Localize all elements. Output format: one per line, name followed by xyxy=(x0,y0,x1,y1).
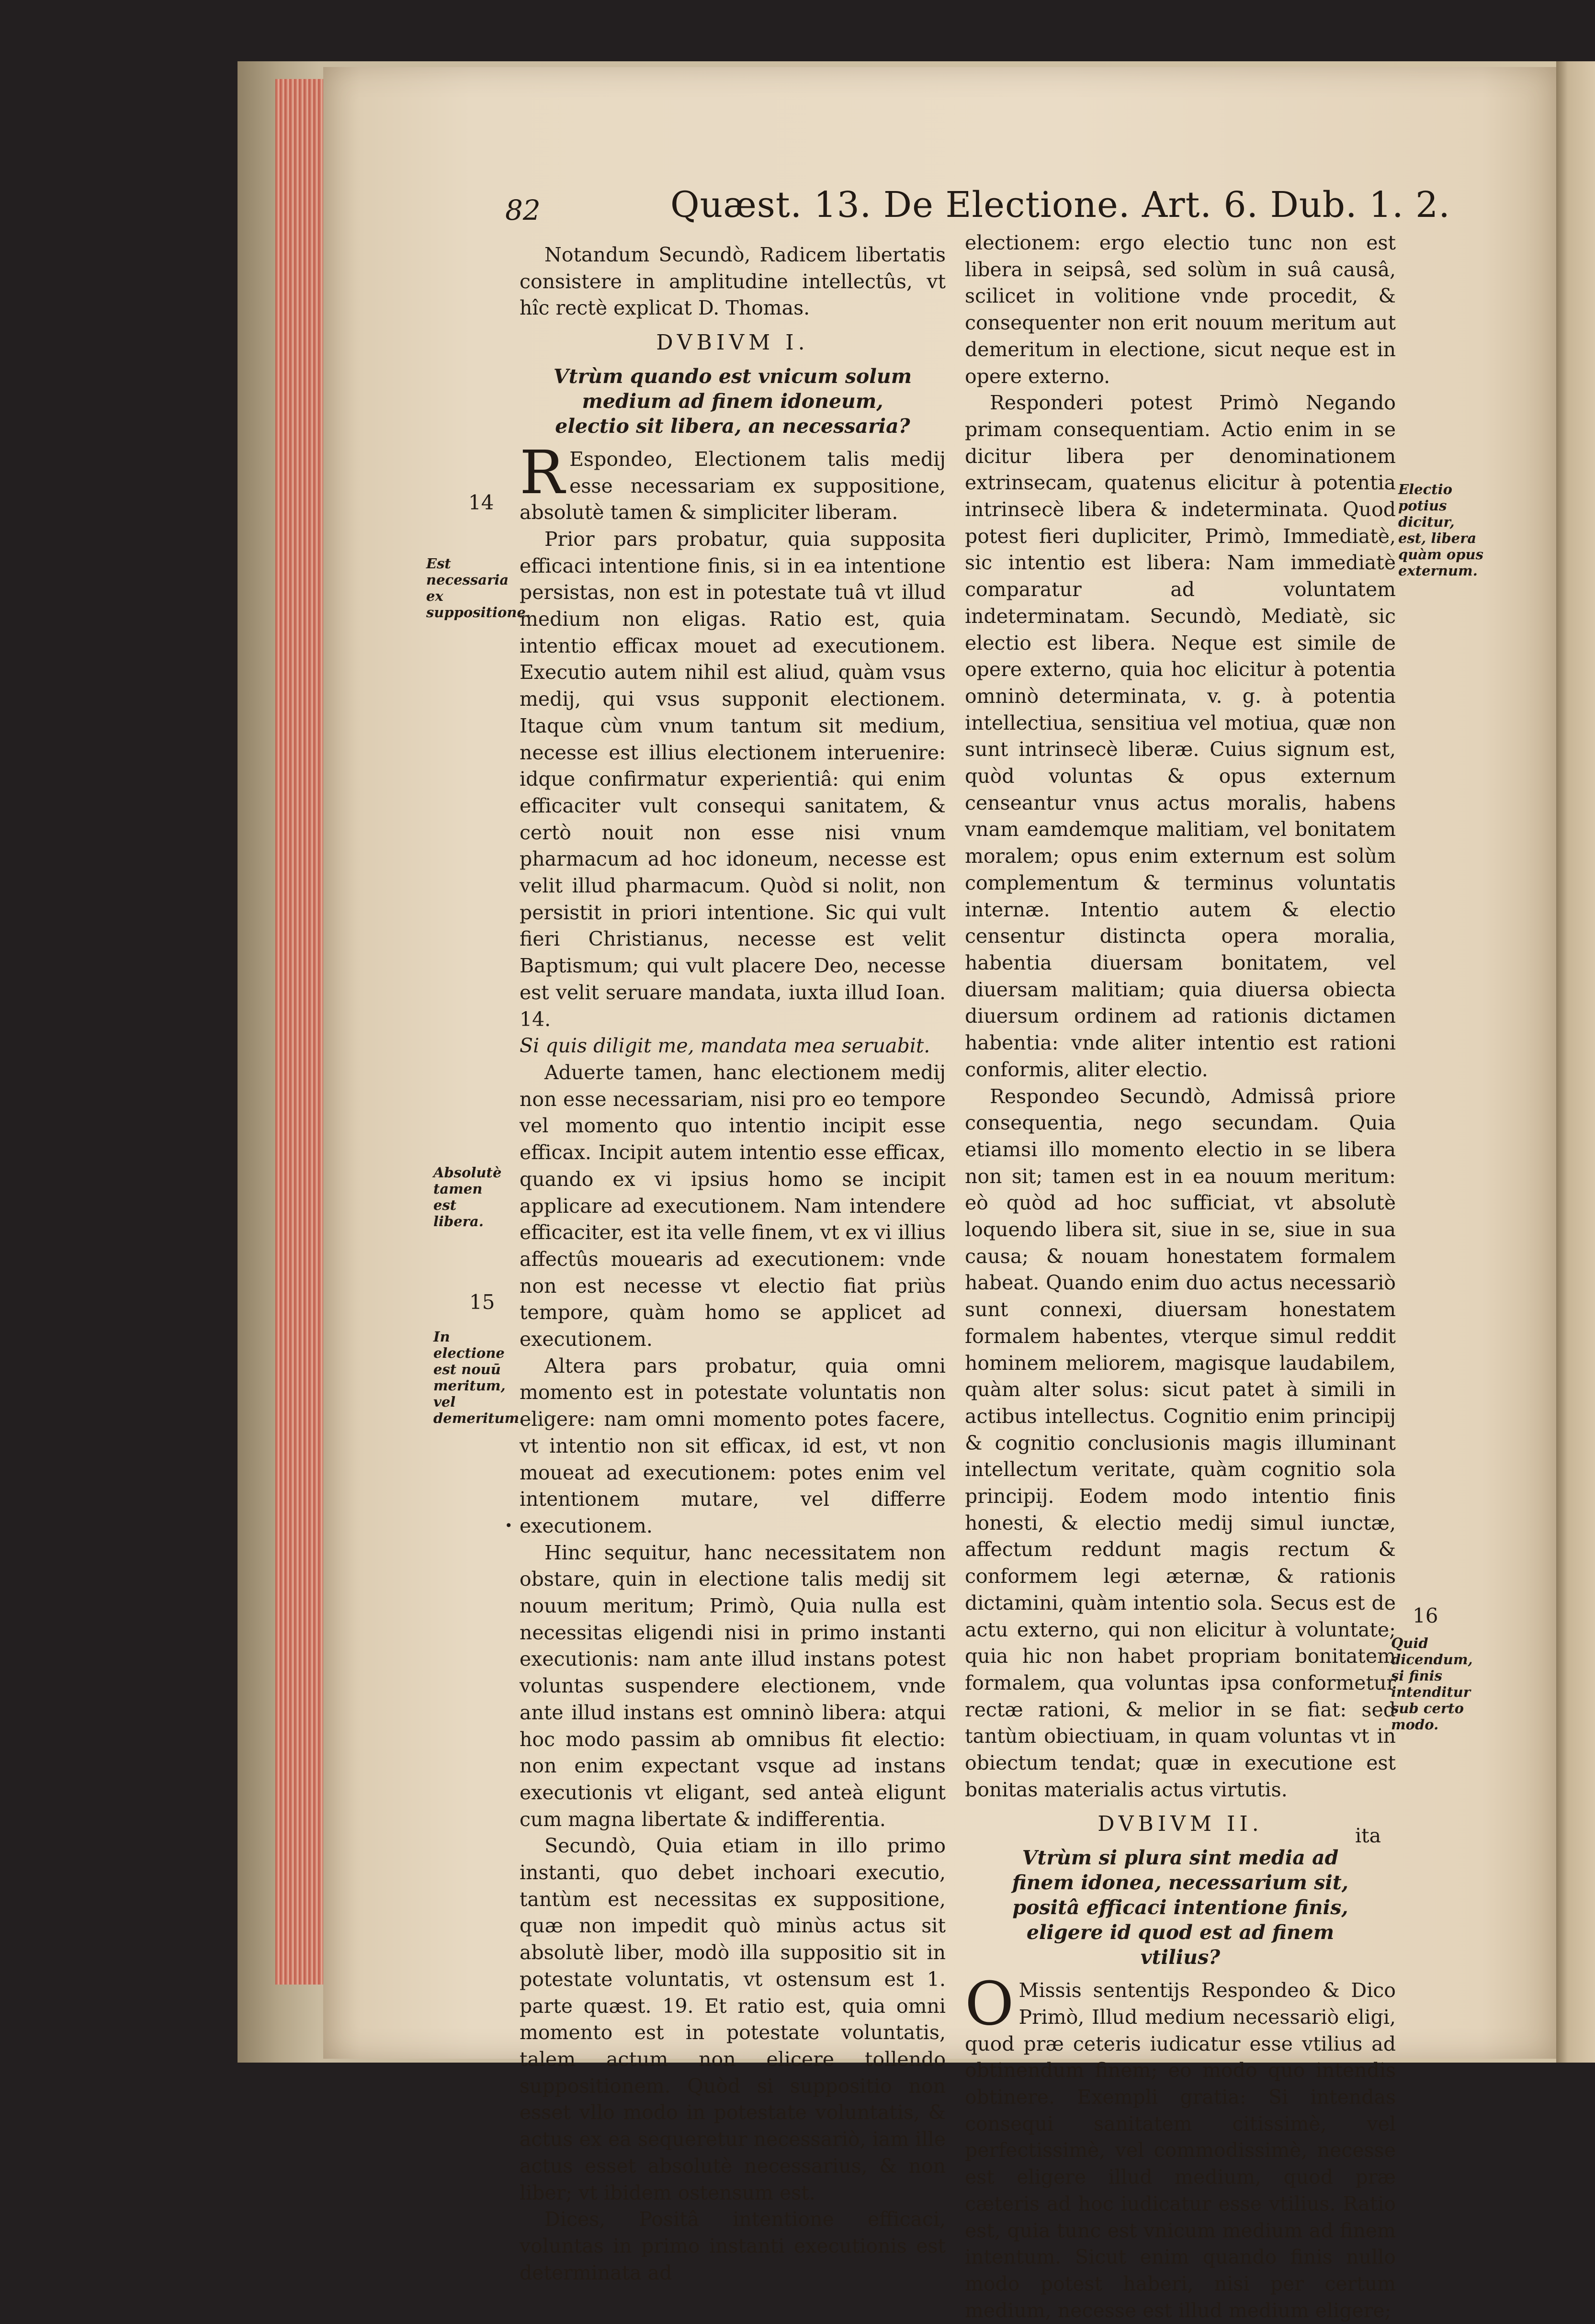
intro-paragraph: Notandum Secundò, Radicem libertatis consistere in amplitudine intellectûs, vt hîc rectè explicat D. Thomas. xyxy=(520,243,946,320)
paragraph: Secundò, Quia etiam in illo primo instanti, quo debet inchoari executio, tantùm est necessitas ex suppositione, quæ non impedit quò minùs actus sit absolutè liber, modò illa suppositio sit in potestate voluntatis, vt ostensum est 1. parte quæst. 19. Et ratio est, quia omni momento est in potestate voluntatis, talem actum non elicere tollendo suppositionem. Quòd si suppositio non esset vllo modo in potestate voluntatis, & actus ex ea sequeretur necessariò, iam ille actus esset absolutè necessarius, & non liber; vt ibidem ostensum est. xyxy=(520,1834,946,2204)
facing-page-edge xyxy=(1556,61,1595,2063)
bullet-mark: • xyxy=(505,1518,513,1534)
scripture-quote: Si quis diligit me, mandata mea seruabit. xyxy=(520,1034,930,1058)
dubium-1-question: Vtrùm quando est vnicum solum medium ad finem idoneum, electio sit libera, an necessaria? xyxy=(553,364,912,438)
left-column xyxy=(520,242,946,2286)
catchword: ita xyxy=(1355,1824,1381,1847)
paragraph: REspondeo, Electionem talis medij esse necessariam ex suppositione, absolutè tamen & simpliciter liberam. xyxy=(520,438,946,524)
margin-number-14: 14 xyxy=(468,491,494,514)
paragraph: electionem: ergo electio tunc non est libera in seipsâ, sed solùm in suâ causâ, scilicet in volitione vnde procedit, & consequenter non erit nouum meritum aut demeritum in electione, sicut neque est in opere externo. xyxy=(965,231,1396,388)
margin-note-absolute: Absolutè tamen est libera. xyxy=(433,1164,502,1230)
dubium-2-title: DVBIVM II. xyxy=(1097,1812,1263,1837)
right-column xyxy=(965,230,1396,2324)
running-head: Quæst. 13. De Electione. Art. 6. Dub. 1. 2. xyxy=(670,184,1450,226)
dubium-2-question: Vtrùm si plura sint media ad finem idonea, necessarium sit, positâ efficaci intentione finis, eligere id quod est ad finem vtilius? xyxy=(1012,1846,1349,1969)
dubium-1-title: DVBIVM I. xyxy=(656,330,809,355)
paragraph: Prior pars probatur, quia supposita efficaci intentione finis, si in ea intentione persistas, non est in potestate tuâ vt illud medium non eligas. Ratio est, quia intentio efficax mouet ad executionem. Executio autem nihil est aliud, quàm vsus medij, qui vsus supponit electionem. Itaque cùm vnum tantum sit medium, necesse est illius electionem interuenire: idque confirmatur experientiâ: qui enim efficaciter vult consequi sanitatem, & certò nouit non esse nisi vnum pharmacum ad hoc idoneum, necesse est velit illud pharmacum. Quòd si nolit, non persistit in priori intentione. Sic qui vult fieri Christianus, necesse est velit Baptismum; qui vult placere Deo, necesse est velit seruare mandata, iuxta illud Ioan. 14. xyxy=(520,527,946,1031)
paragraph: Responderi potest Primò Negando primam consequentiam. Actio enim in se dicitur libera per denominationem extrinsecam, quatenus elicitur à potentia intrinsecè libera & indeterminata. Quod potest fieri dupliciter, Primò, Immediatè, sic intentio est libera: Nam immediatè comparatur ad voluntatem indeterminatam. Secundò, Mediatè, sic electio est libera. Neque est simile de opere externo, quia hoc elicitur à potentia omninò determinata, v. g. à potentia intellectiua, sensitiua vel motiua, quæ non sunt intrinsecè liberæ. Cuius signum est, quòd voluntas & opus externum censeantur vnus actus moralis, habens vnam eamdemque malitiam, vel bonitatem moralem; opus enim externum est solùm complementum & terminus voluntatis internæ. Intentio autem & electio censentur distincta opera moralia, habentia diuersam bonitatem, vel diuersam malitiam; quia diuersa obiecta diuersum ordinem ad rationis dictamen habentia: vnde aliter intentio est rationi conformis, aliter electio. xyxy=(965,391,1396,1081)
paragraph: Dices, Positâ intentione efficaci, voluntas in primo instanti executionis est determinata ad xyxy=(520,2208,946,2284)
paragraph: Hinc sequitur, hanc necessitatem non obstare, quin in electione talis medij sit nouum meritum; Primò, Quia nulla est necessitas eligendi nisi in primo instanti executionis: nam ante illud instans potest voluntas suspendere electionem, vnde ante illud instans est omninò libera: atqui hoc modo passim ab omnibus fit electio: non enim expectant vsque ad instans executionis vt eligant, sed anteà eligunt cum magna libertate & indifferentia. xyxy=(520,1541,946,1831)
margin-number-15: 15 xyxy=(469,1290,495,1314)
margin-note-right: Electio potius dicitur, est, libera quàm opus externum. xyxy=(1398,481,1483,579)
margin-note-15: In electione est nouū meritum, vel demeritum. xyxy=(433,1329,524,1426)
page-edges-red xyxy=(275,79,328,1985)
margin-note-14: Est necessaria ex suppositione. xyxy=(426,555,531,620)
paragraph: Aduerte tamen, hanc electionem medij non esse necessariam, nisi pro eo tempore vel momento quo intentio incipit esse efficax. Incipit autem intentio esse efficax, quando ex vi ipsius homo se incipit applicare ad executionem. Nam intendere efficaciter, est ita velle finem, vt ex vi illius affectûs mouearis ad executionem: vnde non est necesse vt electio fiat priùs tempore, quàm homo se applicet ad executionem. xyxy=(520,1060,946,1351)
paragraph: OMissis sententijs Respondeo & Dico Primò, Illud medium necessariò eligi, quod præ ceteris iudicatur esse vtilius ad obtinendum finem; eo modo quo intendis obtinere. Exempli gratia: Si intendas consequi sanitatem citissimè, vel perfectissimè, vel commodissimè, necesse est eligere illud medium, quod præ cæteris ad hoc iudicatur esse vtilius. Ratio est, quia tunc est vnicum medium ad finem intentum. Sicut enim quando finis nullo modo potest haberi, nisi per certum medium, necesse est illud medium eligere; xyxy=(965,1969,1396,2322)
margin-note-16: Quid dicendum, si finis intenditur sub certo modo. xyxy=(1391,1635,1473,1733)
paragraph: Respondeo Secundò, Admissâ priore consequentia, nego secundam. Quia etiamsi illo momento electio in se libera non sit; tamen est in ea nouum meritum: eò quòd ad hoc sufficiat, vt absolutè loquendo libera sit, siue in se, siue in sua causa; & nouam honestatem formalem habeat. Quando enim duo actus necessariò sunt connexi, diuersam honestatem formalem habentes, vterque simul reddit hominem meliorem, magisque laudabilem, quàm alter solus: sicut patet à simili in actibus intellectus. Cognitio enim principij & cognitio conclusionis magis illuminant intellectum veritate, quàm cognitio sola principij. Eodem modo intentio finis honesti, & electio medij simul iunctæ, affectum reddunt magis rectum & conformem legi æternæ, & rationis dictamini, quàm intentio sola. Secus est de actu externo, qui non elicitur à voluntate; quia hic non habet propriam bonitatem formalem, qua voluntas ipsa conformetur rectæ rationi, & melior in se fiat: sed tantùm obiectiuam, in quam voluntas vt in obiectum tendat; quæ in executione est bonitas materialis actus virtutis. xyxy=(965,1084,1396,1801)
paragraph: Altera pars probatur, quia omni momento est in potestate voluntatis non eligere: nam omni momento potes facere, vt intentio non sit efficax, id est, vt non moueat ad executionem: potes enim vel intentionem mutare, vel differre executionem. xyxy=(520,1354,946,1537)
page-number: 82 xyxy=(505,194,541,226)
margin-number-16: 16 xyxy=(1413,1604,1438,1627)
